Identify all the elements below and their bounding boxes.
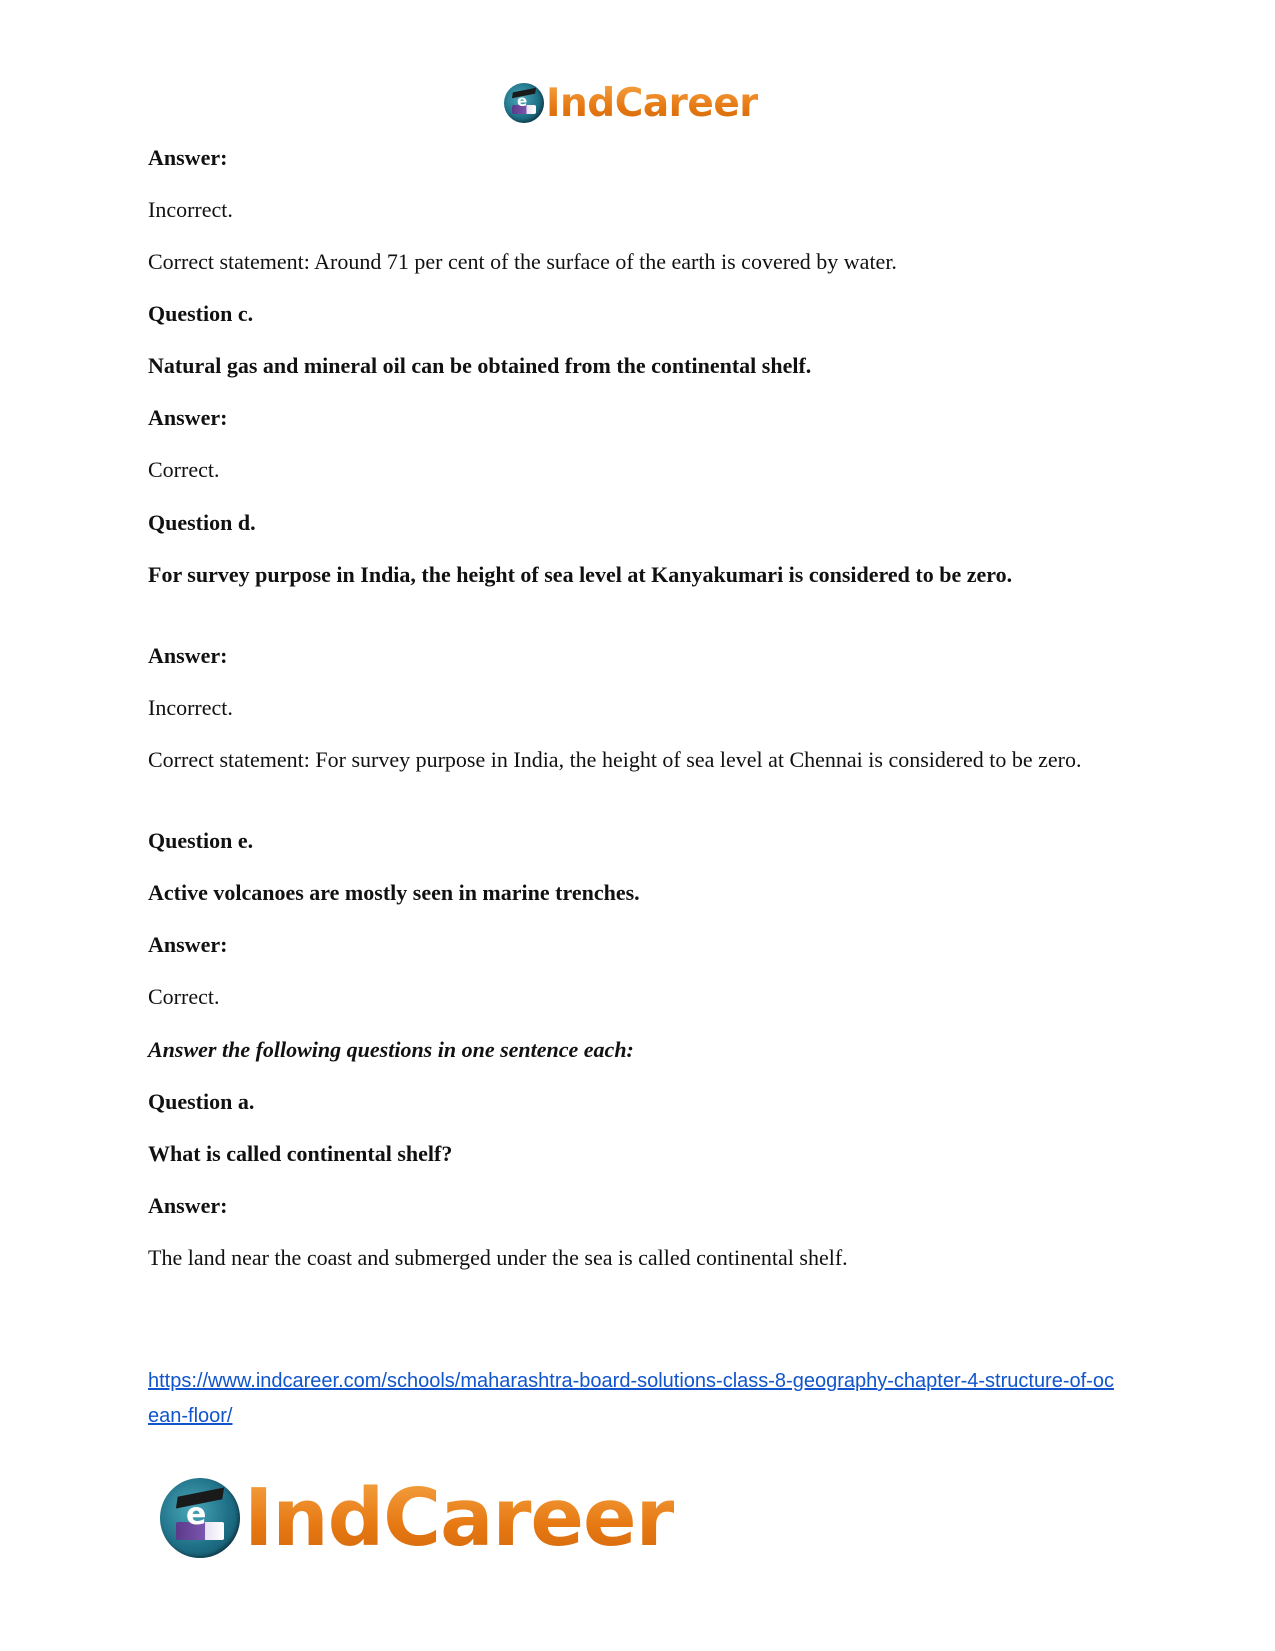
answer-label: Answer:: [148, 405, 228, 430]
answer-text: Incorrect.: [148, 695, 233, 720]
question-statement: Natural gas and mineral oil can be obtained from the continental shelf.: [148, 353, 812, 378]
answer-label: Answer:: [148, 145, 228, 170]
footer-logo-text: IndCareer: [244, 1471, 674, 1564]
question-statement: For survey purpose in India, the height of sea level at Kanyakumari is considered to be zero.: [148, 562, 1013, 587]
header-logo-text: IndCareer: [546, 80, 758, 126]
footer-logo: [160, 1468, 674, 1568]
answer-label: Answer:: [148, 932, 228, 957]
question-heading: Question e.: [148, 828, 254, 853]
question-heading: Question c.: [148, 301, 254, 326]
graduation-cap-icon: e: [504, 83, 544, 123]
correct-statement: Correct statement: For survey purpose in India, the height of sea level at Chennai is considered to be zero.: [148, 747, 1082, 772]
question-heading: Question d.: [148, 510, 256, 535]
graduation-cap-icon: e: [160, 1478, 240, 1558]
answer-label: Answer:: [148, 1193, 228, 1218]
question-heading: Question a.: [148, 1089, 255, 1114]
answer-text: The land near the coast and submerged under the sea is called continental shelf.: [148, 1245, 848, 1270]
question-statement: Active volcanoes are mostly seen in marine trenches.: [148, 880, 640, 905]
section-heading: Answer the following questions in one sentence each:: [148, 1037, 634, 1062]
correct-statement: Correct statement: Around 71 per cent of the surface of the earth is covered by water.: [148, 249, 897, 274]
answer-text: Correct.: [148, 984, 220, 1009]
question-statement: What is called continental shelf?: [148, 1141, 453, 1166]
answer-text: Incorrect.: [148, 197, 233, 222]
answer-text: Correct.: [148, 457, 220, 482]
header-logo: [504, 76, 758, 130]
source-link[interactable]: https://www.indcareer.com/schools/maharashtra-board-solutions-class-8-geography-chapter-4-structure-of-ocean-floor/: [148, 1370, 1114, 1427]
answer-label: Answer:: [148, 643, 228, 668]
